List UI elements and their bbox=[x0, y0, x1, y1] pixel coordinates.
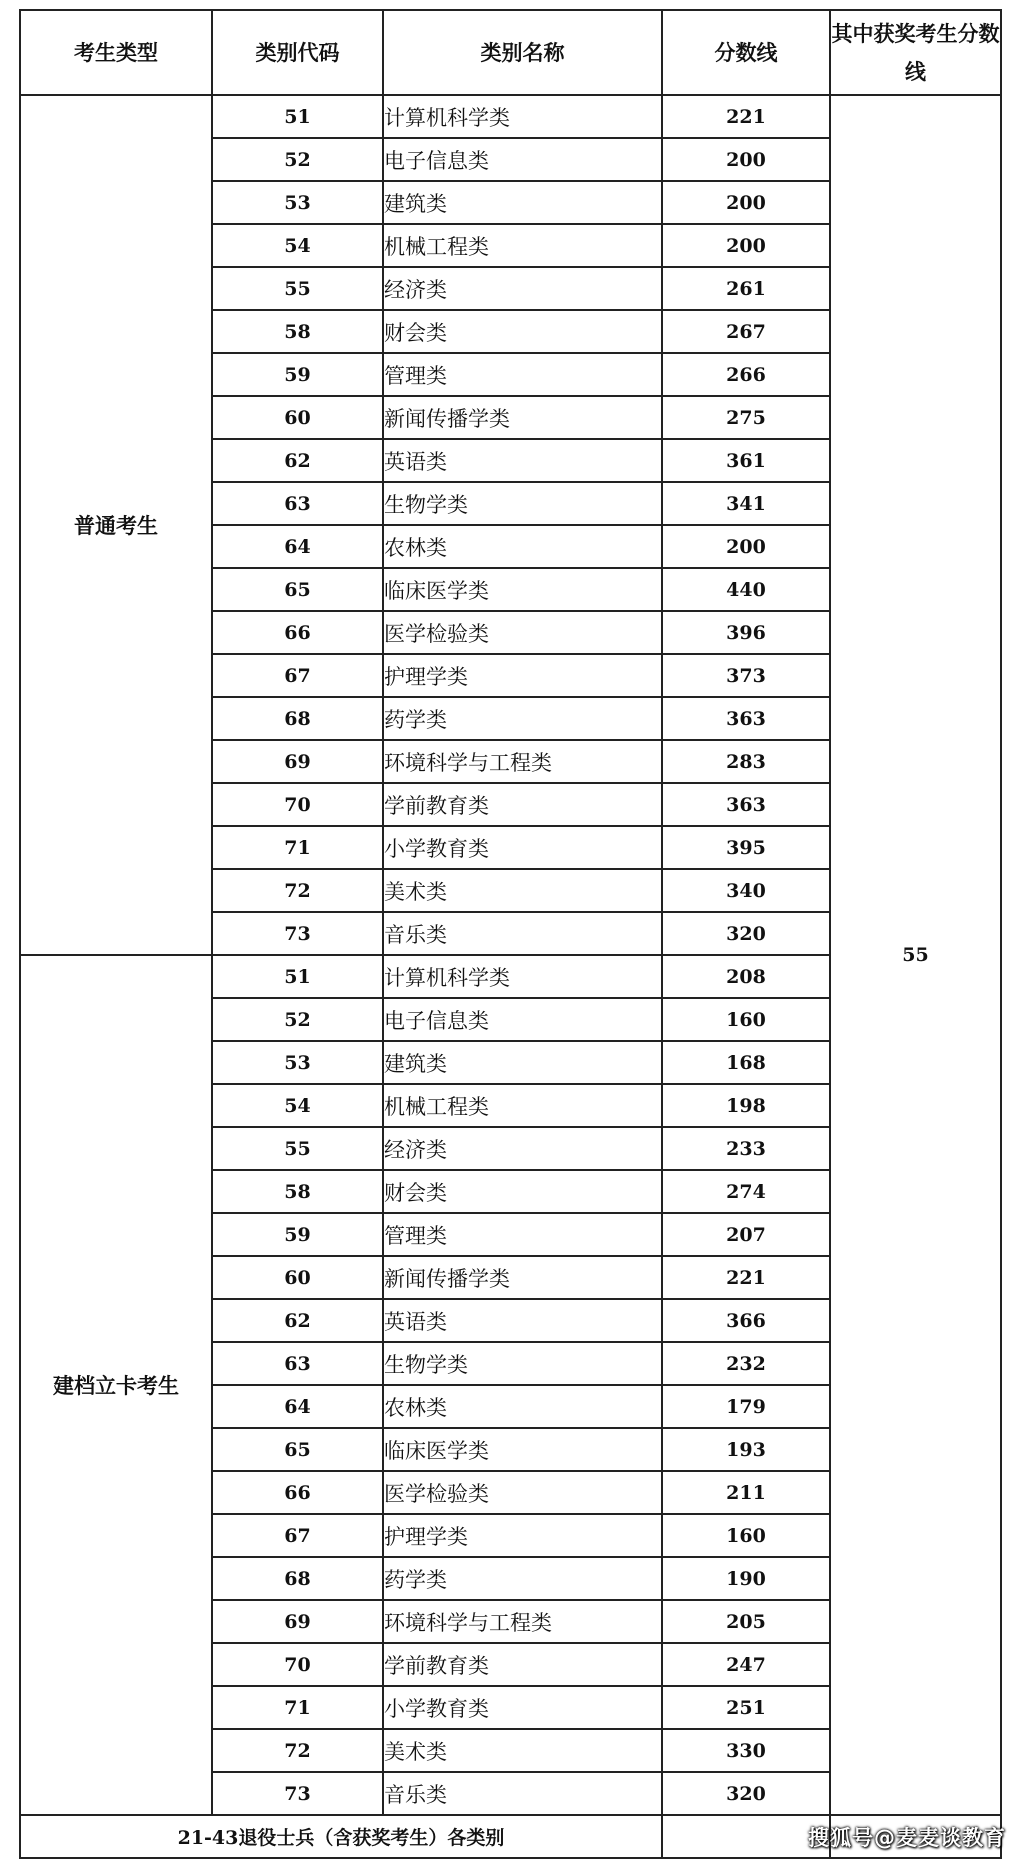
header-candidate-type: 考生类型 bbox=[20, 10, 212, 95]
category-name-cell: 药学类 bbox=[383, 697, 662, 740]
score-cell: 160 bbox=[662, 998, 830, 1041]
category-name-cell: 生物学类 bbox=[383, 482, 662, 525]
category-code-cell: 63 bbox=[212, 1342, 383, 1385]
category-code-cell: 69 bbox=[212, 1600, 383, 1643]
category-name-cell: 英语类 bbox=[383, 439, 662, 482]
score-cell: 193 bbox=[662, 1428, 830, 1471]
category-name-cell: 计算机科学类 bbox=[383, 955, 662, 998]
score-cell: 247 bbox=[662, 1643, 830, 1686]
category-name-cell: 美术类 bbox=[383, 869, 662, 912]
score-cell: 395 bbox=[662, 826, 830, 869]
category-code-cell: 73 bbox=[212, 912, 383, 955]
watermark: 搜狐号@麦麦谈教育 bbox=[808, 1826, 1006, 1850]
score-cell: 211 bbox=[662, 1471, 830, 1514]
category-code-cell: 73 bbox=[212, 1772, 383, 1815]
award-score-cell: 55 bbox=[830, 95, 1001, 1815]
category-code-cell: 53 bbox=[212, 181, 383, 224]
score-cell: 232 bbox=[662, 1342, 830, 1385]
category-code-cell: 53 bbox=[212, 1041, 383, 1084]
header-award-score-line: 其中获奖考生分数线 bbox=[830, 10, 1001, 95]
header-row bbox=[20, 10, 1001, 95]
score-cell: 363 bbox=[662, 697, 830, 740]
score-cell: 160 bbox=[662, 1514, 830, 1557]
category-name-cell: 计算机科学类 bbox=[383, 95, 662, 138]
category-name-cell: 临床医学类 bbox=[383, 1428, 662, 1471]
score-cell: 330 bbox=[662, 1729, 830, 1772]
category-name-cell: 学前教育类 bbox=[383, 783, 662, 826]
category-code-cell: 51 bbox=[212, 955, 383, 998]
category-code-cell: 62 bbox=[212, 439, 383, 482]
score-cell: 275 bbox=[662, 396, 830, 439]
category-name-cell: 建筑类 bbox=[383, 1041, 662, 1084]
score-cell: 396 bbox=[662, 611, 830, 654]
header-score-line: 分数线 bbox=[662, 10, 830, 95]
category-code-cell: 71 bbox=[212, 826, 383, 869]
category-name-cell: 护理学类 bbox=[383, 1514, 662, 1557]
score-cell: 366 bbox=[662, 1299, 830, 1342]
category-name-cell: 建筑类 bbox=[383, 181, 662, 224]
score-cell: 266 bbox=[662, 353, 830, 396]
category-name-cell: 音乐类 bbox=[383, 912, 662, 955]
category-name-cell: 新闻传播学类 bbox=[383, 1256, 662, 1299]
category-code-cell: 65 bbox=[212, 1428, 383, 1471]
category-code-cell: 59 bbox=[212, 353, 383, 396]
category-name-cell: 电子信息类 bbox=[383, 138, 662, 181]
category-name-cell: 农林类 bbox=[383, 1385, 662, 1428]
category-name-cell: 环境科学与工程类 bbox=[383, 740, 662, 783]
category-code-cell: 55 bbox=[212, 267, 383, 310]
category-code-cell: 55 bbox=[212, 1127, 383, 1170]
category-name-cell: 环境科学与工程类 bbox=[383, 1600, 662, 1643]
score-cell: 320 bbox=[662, 1772, 830, 1815]
footer-label-cell: 21-43退役士兵（含获奖考生）各类别 bbox=[20, 1815, 662, 1858]
score-table bbox=[19, 9, 1002, 1859]
category-name-cell: 管理类 bbox=[383, 1213, 662, 1256]
category-name-cell: 生物学类 bbox=[383, 1342, 662, 1385]
score-cell: 205 bbox=[662, 1600, 830, 1643]
score-cell: 267 bbox=[662, 310, 830, 353]
category-code-cell: 63 bbox=[212, 482, 383, 525]
category-code-cell: 54 bbox=[212, 224, 383, 267]
category-name-cell: 护理学类 bbox=[383, 654, 662, 697]
category-name-cell: 药学类 bbox=[383, 1557, 662, 1600]
score-cell: 251 bbox=[662, 1686, 830, 1729]
category-name-cell: 小学教育类 bbox=[383, 826, 662, 869]
category-name-cell: 医学检验类 bbox=[383, 611, 662, 654]
header-category-name: 类别名称 bbox=[383, 10, 662, 95]
category-code-cell: 69 bbox=[212, 740, 383, 783]
category-code-cell: 58 bbox=[212, 310, 383, 353]
category-name-cell: 美术类 bbox=[383, 1729, 662, 1772]
category-code-cell: 68 bbox=[212, 1557, 383, 1600]
score-cell: 207 bbox=[662, 1213, 830, 1256]
score-cell: 200 bbox=[662, 525, 830, 568]
category-code-cell: 62 bbox=[212, 1299, 383, 1342]
table-body bbox=[20, 95, 1001, 1858]
category-name-cell: 临床医学类 bbox=[383, 568, 662, 611]
score-cell: 373 bbox=[662, 654, 830, 697]
category-code-cell: 52 bbox=[212, 998, 383, 1041]
category-code-cell: 67 bbox=[212, 654, 383, 697]
score-cell: 198 bbox=[662, 1084, 830, 1127]
score-cell: 320 bbox=[662, 912, 830, 955]
category-name-cell: 学前教育类 bbox=[383, 1643, 662, 1686]
category-name-cell: 管理类 bbox=[383, 353, 662, 396]
candidate-group-label: 建档立卡考生 bbox=[20, 955, 212, 1815]
category-name-cell: 经济类 bbox=[383, 267, 662, 310]
candidate-group-label: 普通考生 bbox=[20, 95, 212, 955]
score-cell: 341 bbox=[662, 482, 830, 525]
category-code-cell: 72 bbox=[212, 1729, 383, 1772]
category-name-cell: 农林类 bbox=[383, 525, 662, 568]
category-code-cell: 70 bbox=[212, 783, 383, 826]
category-code-cell: 66 bbox=[212, 611, 383, 654]
category-code-cell: 67 bbox=[212, 1514, 383, 1557]
score-cell: 274 bbox=[662, 1170, 830, 1213]
score-cell: 190 bbox=[662, 1557, 830, 1600]
category-name-cell: 电子信息类 bbox=[383, 998, 662, 1041]
category-name-cell: 小学教育类 bbox=[383, 1686, 662, 1729]
score-cell: 168 bbox=[662, 1041, 830, 1084]
category-code-cell: 64 bbox=[212, 525, 383, 568]
category-code-cell: 71 bbox=[212, 1686, 383, 1729]
table-row bbox=[20, 95, 1001, 138]
category-name-cell: 财会类 bbox=[383, 310, 662, 353]
category-name-cell: 新闻传播学类 bbox=[383, 396, 662, 439]
score-cell: 200 bbox=[662, 224, 830, 267]
category-code-cell: 72 bbox=[212, 869, 383, 912]
category-code-cell: 51 bbox=[212, 95, 383, 138]
category-code-cell: 60 bbox=[212, 396, 383, 439]
category-name-cell: 医学检验类 bbox=[383, 1471, 662, 1514]
score-cell: 179 bbox=[662, 1385, 830, 1428]
footer-score-cell bbox=[662, 1815, 830, 1858]
category-name-cell: 机械工程类 bbox=[383, 1084, 662, 1127]
category-name-cell: 英语类 bbox=[383, 1299, 662, 1342]
score-cell: 340 bbox=[662, 869, 830, 912]
category-code-cell: 65 bbox=[212, 568, 383, 611]
header-category-code: 类别代码 bbox=[212, 10, 383, 95]
score-cell: 363 bbox=[662, 783, 830, 826]
score-cell: 361 bbox=[662, 439, 830, 482]
category-code-cell: 58 bbox=[212, 1170, 383, 1213]
score-cell: 208 bbox=[662, 955, 830, 998]
category-code-cell: 60 bbox=[212, 1256, 383, 1299]
category-name-cell: 经济类 bbox=[383, 1127, 662, 1170]
category-code-cell: 66 bbox=[212, 1471, 383, 1514]
score-cell: 200 bbox=[662, 138, 830, 181]
category-name-cell: 机械工程类 bbox=[383, 224, 662, 267]
score-cell: 261 bbox=[662, 267, 830, 310]
score-cell: 221 bbox=[662, 95, 830, 138]
score-cell: 233 bbox=[662, 1127, 830, 1170]
category-name-cell: 财会类 bbox=[383, 1170, 662, 1213]
category-code-cell: 52 bbox=[212, 138, 383, 181]
score-cell: 200 bbox=[662, 181, 830, 224]
score-cell: 221 bbox=[662, 1256, 830, 1299]
category-code-cell: 68 bbox=[212, 697, 383, 740]
score-cell: 283 bbox=[662, 740, 830, 783]
category-name-cell: 音乐类 bbox=[383, 1772, 662, 1815]
category-code-cell: 59 bbox=[212, 1213, 383, 1256]
category-code-cell: 64 bbox=[212, 1385, 383, 1428]
category-code-cell: 54 bbox=[212, 1084, 383, 1127]
score-cell: 440 bbox=[662, 568, 830, 611]
category-code-cell: 70 bbox=[212, 1643, 383, 1686]
